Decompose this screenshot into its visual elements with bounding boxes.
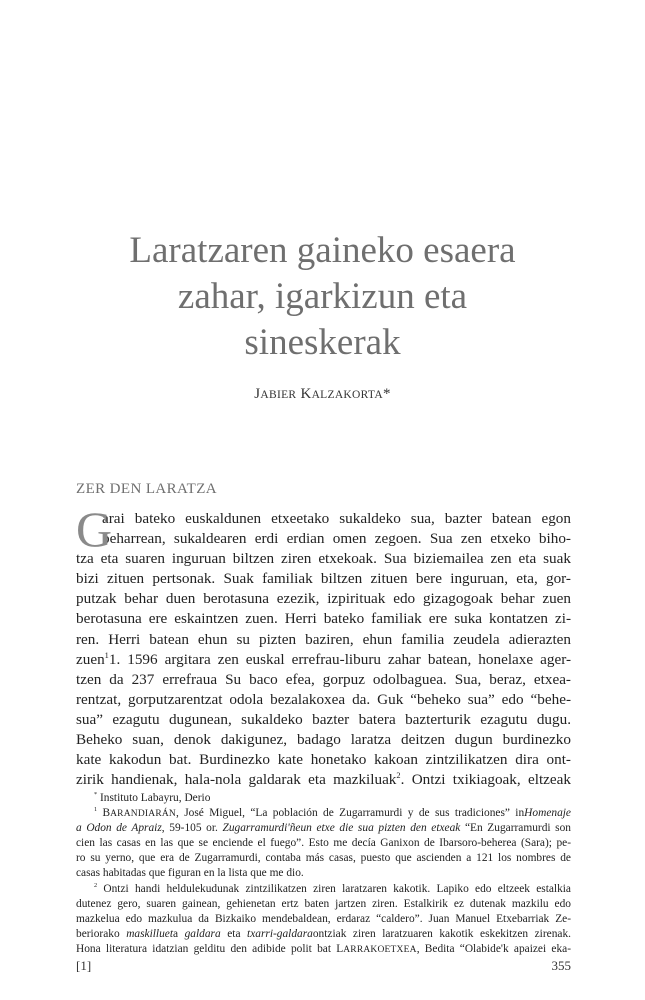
body-line: beharrean, sukaldearen erdi erdian omen zegoen. Sua zen etxeko biho-: [102, 530, 571, 548]
body-line: kate kakodun bat. Burdinezko kate honetako kakoan zintzilikatzen dira ont-: [76, 751, 571, 769]
footnote-2-line: $^2$ Ontzi handi heldulekudunak zintzilikatzen ziren laratzaren kakotik. Lapiko edo eltzeek estalkia: [94, 881, 571, 895]
footnote-ref-2[interactable]: 2: [396, 771, 401, 781]
title-line-1: Laratzaren gaineko esaera: [129, 230, 516, 271]
section-heading: ZER DEN LARATZA: [76, 481, 217, 497]
body-line: arai bateko euskaldunen etxeetako sukaldeko sua, bazter batean egon: [102, 510, 571, 527]
article-title: [60, 228, 585, 366]
footnote-1-line: $^1$ BARANDIARÁN, José Miguel, “La población de Zugarramurdi y de sus tradiciones” inHomenaje: [94, 806, 571, 820]
body-line: tzen da 237 errefraua Su baco efea, gorpuz odolbaguea. Sua, beraz, etxea-: [76, 670, 571, 688]
footnote-2-line: dutenez gero, suaren gainean, gehienetan ertz baten jartzen ziren. Estalkirik ez dutenak mazkilu edo: [76, 897, 571, 910]
footnote-star: * Instituto Labayru, Derio: [94, 791, 211, 804]
body-line: bizi zituen pertsonak. Suak familiak biltzen zituen bere inguruan, eta, gor-: [76, 570, 571, 588]
body-text: [76, 501, 571, 790]
footnote-1-line: cien las casas en las que se enciende el fuego”. Esto me decía Ganixon de Ibarsoro-beherea (Sara); pe-: [76, 837, 571, 850]
body-line: zirik handienak, hala-nola galdarak eta mazkiluak$^2$. Ontzi txikiagoak, eltzeak: [76, 771, 571, 789]
author-name: JABIER KALZAKORTA*: [254, 386, 391, 402]
footnote-1-line: casas habitadas que figuran en la lista que me dio.: [76, 867, 304, 880]
footnotes: [76, 791, 571, 957]
page-ref-bracket: [1]: [76, 958, 92, 973]
author-footnote-mark: *: [382, 386, 391, 402]
body-line: berotasuna ere eskaintzen zuen. Herri bateko familiak ere suka kontatzen zi-: [76, 610, 571, 628]
title-line-2: zahar, igarkizun eta: [177, 276, 468, 317]
title-line-3: sineskerak: [244, 322, 401, 363]
page-number: 355: [551, 958, 571, 973]
body-line: zuen$^1$1. 1596 argitara zen euskal errefrau-liburu zahar batean, honelaxe ager-: [76, 650, 571, 668]
body-line: putzak behar duen berotasuna ezezik, izpirituak edo gizagogoak behar zuen: [76, 590, 571, 608]
body-line: Beheko suan, denok dakigunez, badago laratza deitzen dugun burdinezko: [76, 731, 571, 749]
drop-cap: G: [76, 501, 113, 557]
footnote-ref-1[interactable]: 1: [104, 650, 109, 660]
footnote-1-line: a Odon de Apraiz, 59-105 or. Zugarramurdi'ñeun etxe die sua pizten den etxeak “En Zugarramurdi son: [76, 822, 571, 835]
footnote-2-line: Hona literatura idatzian gelditu den adibide polit bat LARRAKOETXEA, Bedita “Olabide'k apaizei eka-: [76, 942, 571, 955]
body-line: tza eta suaren inguruan biltzen ziren etxekoak. Sua biziemailea zen eta suak: [76, 550, 571, 568]
body-line: sua” ezagutu dugunean, sukaldeko bazter batera bazterturik ezagutu dugu.: [76, 710, 571, 728]
footnote-2-line: beriorako maskillueta galdara eta txarri-galdaraontziak ziren laratzuaren kakotik eskekitzen zirenak.: [76, 927, 571, 940]
body-line: rentzat, gorputzarentzat odola bezalakoxea da. Guk “beheko sua” edo “behe-: [76, 690, 571, 708]
body-line: ren. Herri batean ehun su pizten baziren, ehun familia zeudela adierazten: [76, 630, 571, 648]
footnote-2-line: mazkelua edo mazkulua da Bizkaiko mendebaldean, erdaraz “caldero”. Juan Manuel Etxebarriak Ze-: [76, 912, 571, 925]
footnote-1-line: ro su yerno, que era de Zugarramurdi, contaba más casas, puesto que ascienden a 121 los nombres de: [76, 852, 571, 865]
